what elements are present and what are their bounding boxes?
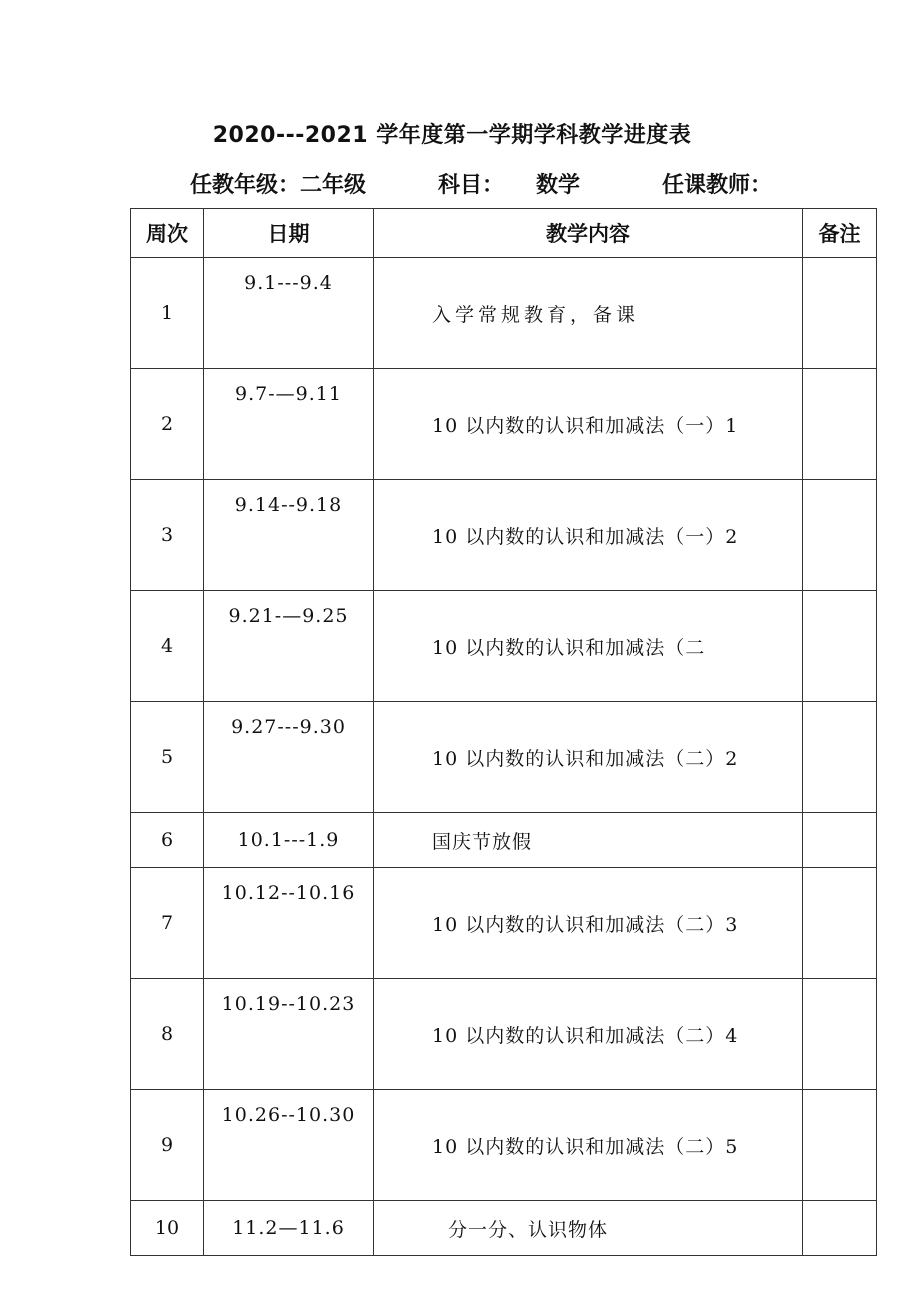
week-cell: 9 <box>131 1090 204 1201</box>
table-header-row <box>131 209 877 258</box>
note-cell <box>803 258 877 369</box>
table-row <box>131 1090 877 1201</box>
note-cell <box>803 1090 877 1201</box>
table-row <box>131 1201 877 1256</box>
table-row <box>131 702 877 813</box>
header-content: 教学内容 <box>374 209 803 258</box>
date-cell: 9.7-—9.11 <box>204 369 374 480</box>
date-cell: 10.19--10.23 <box>204 979 374 1090</box>
header-date: 日期 <box>204 209 374 258</box>
note-cell <box>803 480 877 591</box>
content-cell: 10 以内数的认识和加减法（二）5 <box>374 1090 803 1201</box>
date-cell: 10.26--10.30 <box>204 1090 374 1201</box>
subject-value: 数学 <box>536 173 581 198</box>
date-cell: 9.27---9.30 <box>204 702 374 813</box>
note-cell <box>803 1201 877 1256</box>
subject-label: 科目： <box>438 173 505 198</box>
date-cell: 9.14--9.18 <box>204 480 374 591</box>
teacher-label: 任课教师： <box>662 173 773 198</box>
table-row <box>131 813 877 868</box>
note-cell <box>803 702 877 813</box>
table-row <box>131 480 877 591</box>
week-cell: 8 <box>131 979 204 1090</box>
content-cell: 国庆节放假 <box>374 813 803 868</box>
date-cell: 9.21-—9.25 <box>204 591 374 702</box>
date-cell: 11.2—11.6 <box>204 1201 374 1256</box>
note-cell <box>803 979 877 1090</box>
content-cell: 入学常规教育，备课 <box>374 258 803 369</box>
table-row <box>131 258 877 369</box>
table-row <box>131 591 877 702</box>
content-cell: 10 以内数的认识和加减法（二）3 <box>374 868 803 979</box>
week-cell: 7 <box>131 868 204 979</box>
week-cell: 5 <box>131 702 204 813</box>
week-cell: 4 <box>131 591 204 702</box>
content-cell: 10 以内数的认识和加减法（二）4 <box>374 979 803 1090</box>
note-cell <box>803 868 877 979</box>
week-cell: 6 <box>131 813 204 868</box>
note-cell <box>803 369 877 480</box>
schedule-table <box>130 208 877 1256</box>
header-note: 备注 <box>803 209 877 258</box>
content-cell: 10 以内数的认识和加减法（二 <box>374 591 803 702</box>
note-cell <box>803 813 877 868</box>
content-cell: 10 以内数的认识和加减法（一）1 <box>374 369 803 480</box>
table-row <box>131 369 877 480</box>
week-cell: 3 <box>131 480 204 591</box>
grade-label: 任教年级：二年级 <box>190 173 367 198</box>
content-cell: 分一分、认识物体 <box>374 1201 803 1256</box>
week-cell: 2 <box>131 369 204 480</box>
note-cell <box>803 591 877 702</box>
page-title: 2020---2021 学年度第一学期学科教学进度表 <box>212 123 692 148</box>
table-row <box>131 868 877 979</box>
week-cell: 10 <box>131 1201 204 1256</box>
content-cell: 10 以内数的认识和加减法（一）2 <box>374 480 803 591</box>
date-cell: 9.1---9.4 <box>204 258 374 369</box>
table-row <box>131 979 877 1090</box>
week-cell: 1 <box>131 258 204 369</box>
content-cell: 10 以内数的认识和加减法（二）2 <box>374 702 803 813</box>
date-cell: 10.1---1.9 <box>204 813 374 868</box>
header-week: 周次 <box>131 209 204 258</box>
date-cell: 10.12--10.16 <box>204 868 374 979</box>
